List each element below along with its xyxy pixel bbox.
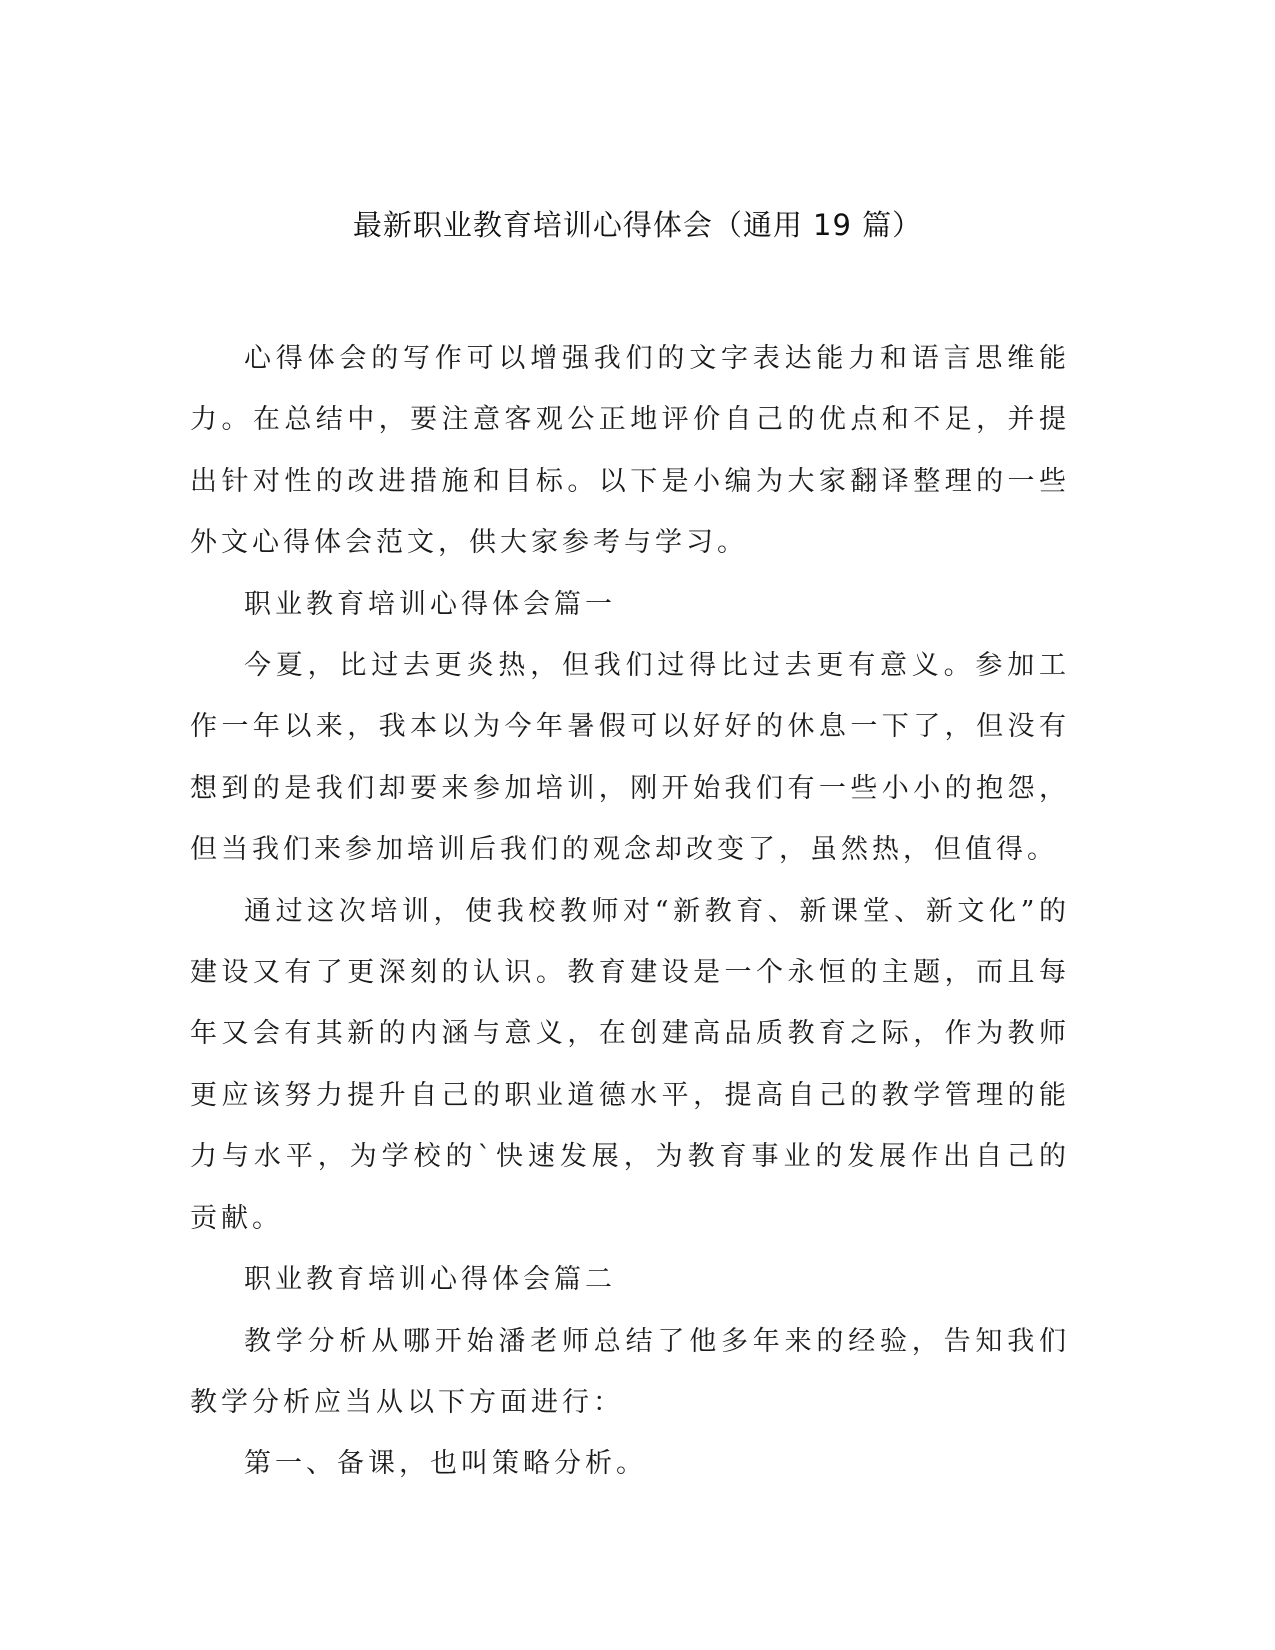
paragraph: 第一、备课，也叫策略分析。 (244, 1448, 647, 1480)
document-body (190, 328, 1070, 1495)
paragraph: 通过这次培训，使我校教师对“新教育、新课堂、新文化”的建设又有了更深刻的认识。教育建设是一个永恒的主题，而且每年又会有其新的内涵与意义，在创建高品质教育之际，作为教师更应该努力提升自己的职业道德水平，提高自己的教学管理的能力与水平，为学校的`快速发展，为教育事业的发展作出自己的贡献。 (190, 895, 1070, 1234)
document-title: 最新职业教育培训心得体会（通用 19 篇） (352, 208, 923, 242)
section-heading-2: 职业教育培训心得体会篇二 (244, 1264, 616, 1296)
paragraph: 今夏，比过去更炎热，但我们过得比过去更有意义。参加工作一年以来，我本以为今年暑假可以好好的休息一下了，但没有想到的是我们却要来参加培训，刚开始我们有一些小小的抱怨，但当我们来参加培训后我们的观念却改变了，虽然热，但值得。 (190, 650, 1070, 866)
section-heading-1: 职业教育培训心得体会篇一 (244, 588, 616, 620)
paragraph-intro: 心得体会的写作可以增强我们的文字表达能力和语言思维能力。在总结中，要注意客观公正地评价自己的优点和不足，并提出针对性的改进措施和目标。以下是小编为大家翻译整理的一些外文心得体会范文，供大家参考与学习。 (190, 343, 1070, 559)
paragraph: 教学分析从哪开始潘老师总结了他多年来的经验，告知我们教学分析应当从以下方面进行： (190, 1325, 1070, 1418)
